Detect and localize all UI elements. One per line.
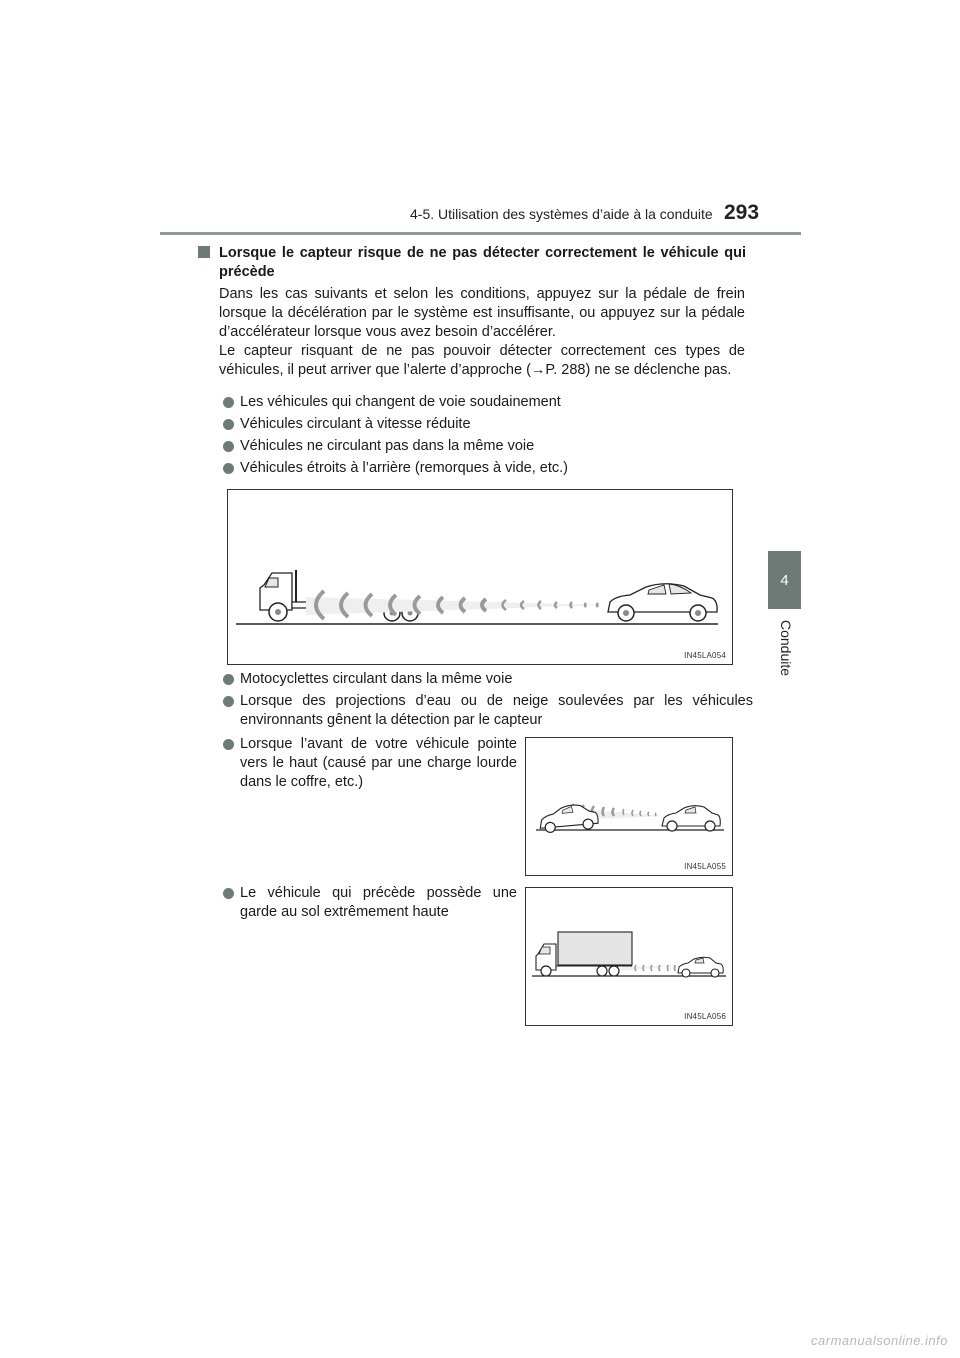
figure-code: IN45LA056 — [684, 1012, 726, 1021]
high-clearance-illustration — [526, 888, 732, 1025]
nose-up-illustration — [526, 738, 732, 875]
figure-trailer-detection — [227, 489, 733, 665]
body-paragraph — [219, 285, 745, 380]
chapter-tab — [768, 551, 801, 609]
figure-code: IN45LA055 — [684, 862, 726, 871]
list-item: Véhicules ne circulant pas dans la même voie — [223, 437, 753, 456]
list-item: Le véhicule qui précède possède une garde au sol extrêmement haute — [223, 884, 517, 922]
paragraph-1: Dans les cas suivants et selon les conditions, appuyez sur la pédale de frein lorsque la décélération par le système est insuffisante, ou appuyez sur la pédale d’accélérateur lorsque vous avez besoin d’accélérer. — [219, 286, 745, 340]
section-heading — [198, 244, 746, 282]
list-item: Lorsque des projections d’eau ou de neige soulevées par les véhicules environnants gênent la détection par le capteur — [223, 692, 753, 730]
header-rule — [160, 232, 801, 235]
circle-bullet-icon — [223, 674, 234, 685]
circle-bullet-icon — [223, 888, 234, 899]
circle-bullet-icon — [223, 441, 234, 452]
circle-bullet-icon — [223, 696, 234, 707]
chapter-label: Conduite — [778, 620, 794, 677]
circle-bullet-icon — [223, 463, 234, 474]
paragraph-2: Le capteur risquant de ne pas pouvoir détecter correctement ces types de véhicules, il peut arriver que l’alerte d’approche (→P. 288) ne se déclenche pas. — [219, 343, 745, 378]
list-item: Les véhicules qui changent de voie soudainement — [223, 393, 753, 412]
circle-bullet-icon — [223, 739, 234, 750]
figure-code: IN45LA054 — [684, 651, 726, 660]
figure-high-clearance — [525, 887, 733, 1026]
page-number: 293 — [724, 201, 760, 224]
trailer-illustration — [228, 490, 732, 664]
footer-watermark[interactable]: carmanualsonline.info — [811, 1333, 948, 1348]
square-bullet-icon — [198, 246, 210, 258]
circle-bullet-icon — [223, 397, 234, 408]
figure-nose-up — [525, 737, 733, 876]
section-heading-text: Lorsque le capteur risque de ne pas détecter correctement le véhicule qui précède — [219, 245, 746, 280]
chapter-number: 4 — [780, 571, 789, 589]
list-item: Véhicules étroits à l’arrière (remorques à vide, etc.) — [223, 459, 753, 478]
list-item: Véhicules circulant à vitesse réduite — [223, 415, 753, 434]
list-item: Motocyclettes circulant dans la même voie — [223, 670, 753, 689]
header-section-title: 4-5. Utilisation des systèmes d’aide à la conduite — [410, 206, 713, 222]
list-item: Lorsque l’avant de votre véhicule pointe vers le haut (causé par une charge lourde dans le coffre, etc.) — [223, 735, 517, 792]
circle-bullet-icon — [223, 419, 234, 430]
